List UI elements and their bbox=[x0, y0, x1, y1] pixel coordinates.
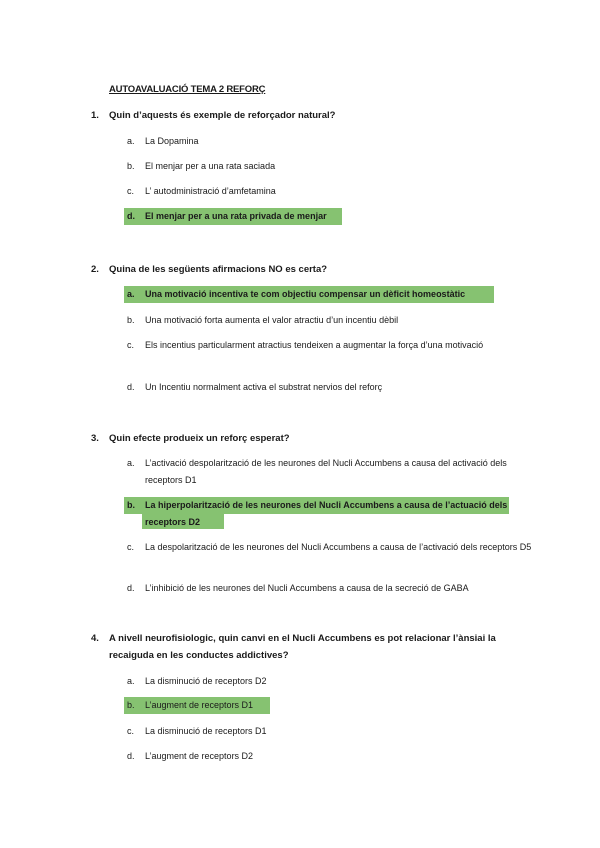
question-text: A nivell neurofisiologic, quin canvi en el Nucli Accumbens es pot relacionar l’ànsiai la recaiguda en les conductes addictives? bbox=[109, 633, 496, 661]
option-letter: c. bbox=[127, 186, 135, 196]
option-letter: a. bbox=[127, 136, 135, 146]
option-text: La disminució de receptors D2 bbox=[145, 676, 267, 686]
option-text: L’augment de receptors D1 bbox=[145, 700, 254, 710]
option-text: Un Incentiu normalment activa el substrat nervios del reforç bbox=[145, 382, 383, 392]
option-2c bbox=[127, 337, 497, 354]
option-text: Una motivació incentiva te com objectiu compensar un dèficit homeostàtic bbox=[145, 289, 466, 299]
option-3d bbox=[127, 580, 532, 597]
question-2 bbox=[91, 261, 521, 278]
option-letter: b. bbox=[127, 161, 135, 171]
option-letter: a. bbox=[127, 458, 135, 468]
option-4a bbox=[127, 673, 532, 690]
option-1c bbox=[127, 183, 532, 200]
option-3b-correct bbox=[127, 497, 522, 531]
option-2d bbox=[127, 379, 532, 396]
option-text: El menjar per a una rata saciada bbox=[145, 161, 276, 171]
question-number: 1. bbox=[91, 110, 99, 121]
option-text: L’ autodministració d’amfetamina bbox=[145, 186, 276, 196]
option-1a bbox=[127, 133, 532, 150]
question-1 bbox=[91, 107, 521, 124]
option-text: La Dopamina bbox=[145, 136, 199, 146]
question-text: Quina de les següents afirmacions NO es certa? bbox=[109, 264, 328, 275]
option-4d bbox=[127, 748, 532, 765]
option-letter: d. bbox=[127, 382, 135, 392]
option-text: L’inhibició de les neurones del Nucli Accumbens a causa de la secreció de GABA bbox=[145, 583, 469, 593]
option-letter: d. bbox=[127, 751, 135, 761]
option-1d-correct bbox=[127, 208, 532, 225]
option-3c bbox=[127, 539, 532, 556]
option-text: L’augment de receptors D2 bbox=[145, 751, 254, 761]
option-2a-correct bbox=[127, 286, 532, 303]
option-letter: c. bbox=[127, 726, 135, 736]
option-letter: c. bbox=[127, 340, 135, 350]
question-3 bbox=[91, 430, 521, 447]
option-letter: b. bbox=[127, 315, 135, 325]
question-text: Quin d’aquests és exemple de reforçador natural? bbox=[109, 110, 336, 121]
option-2b bbox=[127, 312, 532, 329]
option-text: Una motivació forta aumenta el valor atractiu d’un incentiu dèbil bbox=[145, 315, 399, 325]
option-1b bbox=[127, 158, 532, 175]
question-4 bbox=[91, 630, 516, 664]
document-title: AUTOAVALUACIÓ TEMA 2 REFORÇ bbox=[109, 84, 266, 95]
question-number: 3. bbox=[91, 433, 99, 444]
option-letter: b. bbox=[127, 700, 135, 710]
option-text: L’activació despolarització de les neurones del Nucli Accumbens a causa del activació dels receptors D1 bbox=[145, 458, 507, 485]
option-letter: a. bbox=[127, 676, 135, 686]
option-4c bbox=[127, 723, 532, 740]
option-text: Els incentius particularment atractius tendeixen a augmentar la força d’una motivació bbox=[145, 340, 484, 350]
option-letter: b. bbox=[127, 500, 135, 510]
option-text: La disminució de receptors D1 bbox=[145, 726, 267, 736]
option-text: La despolarització de les neurones del Nucli Accumbens a causa de l’activació dels receptors D5 bbox=[145, 542, 532, 552]
option-4b-correct bbox=[127, 697, 532, 714]
option-letter: c. bbox=[127, 542, 135, 552]
option-text: La hiperpolarització de les neurones del Nucli Accumbens a causa de l’actuació dels receptors D2 bbox=[145, 500, 508, 527]
option-3a bbox=[127, 455, 532, 489]
question-number: 2. bbox=[91, 264, 99, 275]
option-letter: a. bbox=[127, 289, 135, 299]
question-number: 4. bbox=[91, 633, 99, 644]
question-text: Quin efecte produeix un reforç esperat? bbox=[109, 433, 290, 444]
option-letter: d. bbox=[127, 583, 135, 593]
option-text: El menjar per a una rata privada de menjar bbox=[145, 211, 327, 221]
option-letter: d. bbox=[127, 211, 135, 221]
